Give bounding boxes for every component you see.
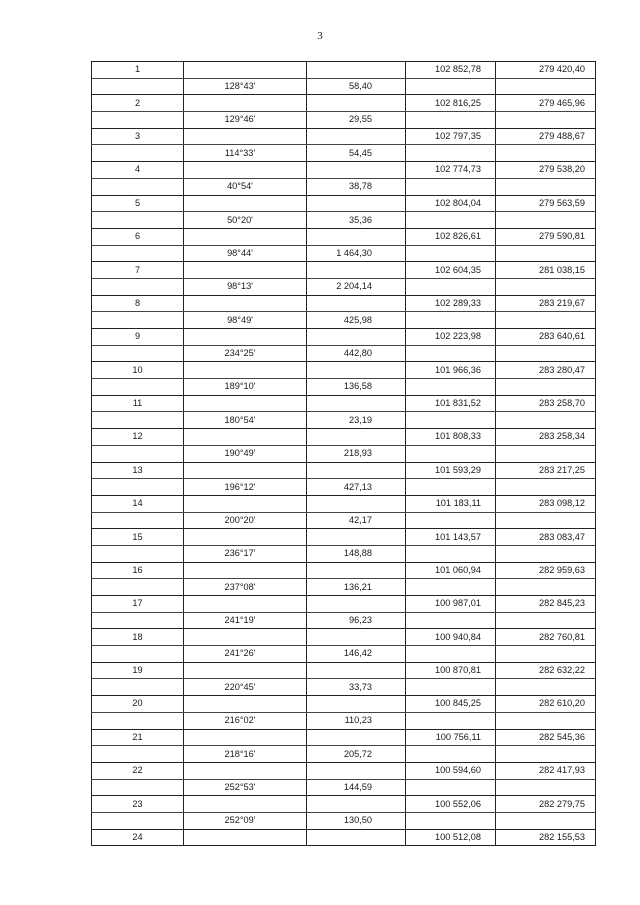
segment-length: 58,40: [307, 78, 406, 95]
empty-cell: [406, 245, 496, 262]
empty-cell: [496, 612, 596, 629]
coordinate-y: 282 632,22: [496, 662, 596, 679]
coordinate-x: 102 852,78: [406, 62, 496, 79]
empty-cell: [184, 829, 307, 846]
coordinate-y: 282 279,75: [496, 796, 596, 813]
empty-cell: [92, 579, 184, 596]
point-row: [92, 95, 596, 112]
segment-length: 54,45: [307, 145, 406, 162]
segment-length: 144,59: [307, 779, 406, 796]
coordinate-y: 279 590,81: [496, 228, 596, 245]
coordinate-y: 279 488,67: [496, 128, 596, 145]
empty-cell: [92, 679, 184, 696]
empty-cell: [406, 579, 496, 596]
coordinate-x: 100 940,84: [406, 629, 496, 646]
coordinate-y: 279 538,20: [496, 162, 596, 179]
segment-length: 130,50: [307, 812, 406, 829]
empty-cell: [307, 495, 406, 512]
segment-length: 148,88: [307, 545, 406, 562]
point-number: 21: [92, 729, 184, 746]
segment-row: [92, 646, 596, 663]
coordinate-x: 100 845,25: [406, 696, 496, 713]
coordinate-x: 102 816,25: [406, 95, 496, 112]
direction-angle: 98°13': [184, 278, 307, 295]
coordinate-x: 100 594,60: [406, 762, 496, 779]
empty-cell: [496, 479, 596, 496]
point-row: [92, 662, 596, 679]
point-row: [92, 429, 596, 446]
direction-angle: 237°08': [184, 579, 307, 596]
coordinate-x: 102 826,61: [406, 228, 496, 245]
page-number: 3: [317, 30, 323, 42]
empty-cell: [184, 495, 307, 512]
direction-angle: 241°19': [184, 612, 307, 629]
empty-cell: [92, 145, 184, 162]
point-row: [92, 395, 596, 412]
empty-cell: [92, 746, 184, 763]
coordinate-x: 100 870,81: [406, 662, 496, 679]
empty-cell: [406, 412, 496, 429]
point-row: [92, 128, 596, 145]
coordinate-y: 279 465,96: [496, 95, 596, 112]
empty-cell: [307, 62, 406, 79]
direction-angle: 234°25': [184, 345, 307, 362]
table-body: [92, 62, 596, 846]
direction-angle: 50°20': [184, 212, 307, 229]
empty-cell: [307, 662, 406, 679]
empty-cell: [406, 212, 496, 229]
empty-cell: [184, 596, 307, 613]
point-number: 14: [92, 495, 184, 512]
empty-cell: [307, 529, 406, 546]
empty-cell: [406, 78, 496, 95]
empty-cell: [307, 295, 406, 312]
empty-cell: [307, 762, 406, 779]
direction-angle: 129°46': [184, 112, 307, 129]
empty-cell: [184, 195, 307, 212]
direction-angle: 190°49': [184, 445, 307, 462]
coordinate-x: 101 143,57: [406, 529, 496, 546]
empty-cell: [92, 178, 184, 195]
coordinate-y: 282 610,20: [496, 696, 596, 713]
coordinate-x: 102 774,73: [406, 162, 496, 179]
empty-cell: [92, 779, 184, 796]
empty-cell: [406, 379, 496, 396]
empty-cell: [184, 696, 307, 713]
empty-cell: [184, 295, 307, 312]
empty-cell: [496, 345, 596, 362]
point-number: 15: [92, 529, 184, 546]
segment-row: [92, 612, 596, 629]
empty-cell: [184, 329, 307, 346]
empty-cell: [496, 145, 596, 162]
segment-row: [92, 812, 596, 829]
point-number: 3: [92, 128, 184, 145]
empty-cell: [406, 278, 496, 295]
coordinate-x: 100 756,11: [406, 729, 496, 746]
empty-cell: [92, 345, 184, 362]
empty-cell: [184, 362, 307, 379]
direction-angle: 180°54': [184, 412, 307, 429]
empty-cell: [307, 395, 406, 412]
empty-cell: [307, 95, 406, 112]
direction-angle: 114°33': [184, 145, 307, 162]
point-row: [92, 162, 596, 179]
point-row: [92, 295, 596, 312]
empty-cell: [92, 712, 184, 729]
empty-cell: [496, 512, 596, 529]
empty-cell: [496, 379, 596, 396]
empty-cell: [406, 679, 496, 696]
point-number: 16: [92, 562, 184, 579]
direction-angle: 236°17': [184, 545, 307, 562]
empty-cell: [496, 178, 596, 195]
coordinate-y: 282 760,81: [496, 629, 596, 646]
direction-angle: 196°12': [184, 479, 307, 496]
coordinate-y: 282 155,53: [496, 829, 596, 846]
coordinate-y: 282 545,36: [496, 729, 596, 746]
empty-cell: [184, 762, 307, 779]
point-row: [92, 562, 596, 579]
coordinate-y: 283 280,47: [496, 362, 596, 379]
empty-cell: [496, 78, 596, 95]
coordinate-y: 283 640,61: [496, 329, 596, 346]
segment-length: 218,93: [307, 445, 406, 462]
segment-length: 136,21: [307, 579, 406, 596]
empty-cell: [307, 629, 406, 646]
empty-cell: [92, 379, 184, 396]
empty-cell: [92, 445, 184, 462]
segment-row: [92, 445, 596, 462]
empty-cell: [184, 796, 307, 813]
empty-cell: [406, 312, 496, 329]
empty-cell: [307, 796, 406, 813]
empty-cell: [92, 545, 184, 562]
segment-row: [92, 379, 596, 396]
direction-angle: 216°02': [184, 712, 307, 729]
empty-cell: [92, 112, 184, 129]
empty-cell: [307, 329, 406, 346]
empty-cell: [406, 545, 496, 562]
boundary-coordinates-table: [91, 61, 596, 846]
point-row: [92, 762, 596, 779]
coordinate-y: 283 083,47: [496, 529, 596, 546]
direction-angle: 220°45': [184, 679, 307, 696]
point-number: 9: [92, 329, 184, 346]
empty-cell: [496, 646, 596, 663]
segment-length: 2 204,14: [307, 278, 406, 295]
empty-cell: [92, 646, 184, 663]
segment-row: [92, 78, 596, 95]
coordinate-x: 102 289,33: [406, 295, 496, 312]
empty-cell: [184, 529, 307, 546]
empty-cell: [92, 212, 184, 229]
empty-cell: [92, 612, 184, 629]
empty-cell: [92, 312, 184, 329]
coordinate-x: 102 604,35: [406, 262, 496, 279]
empty-cell: [184, 95, 307, 112]
empty-cell: [307, 128, 406, 145]
coordinate-x: 102 797,35: [406, 128, 496, 145]
empty-cell: [307, 162, 406, 179]
segment-length: 110,23: [307, 712, 406, 729]
segment-row: [92, 278, 596, 295]
empty-cell: [307, 696, 406, 713]
point-number: 12: [92, 429, 184, 446]
empty-cell: [92, 479, 184, 496]
empty-cell: [496, 779, 596, 796]
coordinate-x: 101 966,36: [406, 362, 496, 379]
coordinate-y: 283 219,67: [496, 295, 596, 312]
segment-row: [92, 312, 596, 329]
empty-cell: [496, 712, 596, 729]
segment-length: 29,55: [307, 112, 406, 129]
empty-cell: [92, 245, 184, 262]
point-number: 24: [92, 829, 184, 846]
segment-row: [92, 479, 596, 496]
point-number: 13: [92, 462, 184, 479]
empty-cell: [496, 445, 596, 462]
coordinate-x: 100 987,01: [406, 596, 496, 613]
segment-row: [92, 512, 596, 529]
segment-row: [92, 545, 596, 562]
empty-cell: [496, 746, 596, 763]
segment-length: 38,78: [307, 178, 406, 195]
empty-cell: [496, 212, 596, 229]
empty-cell: [307, 562, 406, 579]
point-number: 11: [92, 395, 184, 412]
empty-cell: [307, 195, 406, 212]
coordinate-y: 283 258,34: [496, 429, 596, 446]
point-number: 2: [92, 95, 184, 112]
point-number: 8: [92, 295, 184, 312]
point-number: 1: [92, 62, 184, 79]
empty-cell: [92, 78, 184, 95]
segment-row: [92, 178, 596, 195]
empty-cell: [184, 62, 307, 79]
point-row: [92, 195, 596, 212]
segment-row: [92, 579, 596, 596]
segment-length: 96,23: [307, 612, 406, 629]
empty-cell: [184, 395, 307, 412]
direction-angle: 40°54': [184, 178, 307, 195]
empty-cell: [406, 345, 496, 362]
empty-cell: [92, 512, 184, 529]
empty-cell: [92, 412, 184, 429]
point-number: 4: [92, 162, 184, 179]
segment-row: [92, 712, 596, 729]
coordinate-x: 101 060,94: [406, 562, 496, 579]
segment-row: [92, 679, 596, 696]
point-row: [92, 796, 596, 813]
empty-cell: [184, 562, 307, 579]
coordinate-x: 102 223,98: [406, 329, 496, 346]
point-number: 20: [92, 696, 184, 713]
coordinate-y: 283 258,70: [496, 395, 596, 412]
point-number: 6: [92, 228, 184, 245]
segment-length: 33,73: [307, 679, 406, 696]
empty-cell: [184, 228, 307, 245]
direction-angle: 189°10': [184, 379, 307, 396]
point-number: 19: [92, 662, 184, 679]
segment-length: 23,19: [307, 412, 406, 429]
point-row: [92, 495, 596, 512]
direction-angle: 98°49': [184, 312, 307, 329]
coordinate-x: 101 593,29: [406, 462, 496, 479]
empty-cell: [406, 479, 496, 496]
coordinate-y: 282 417,93: [496, 762, 596, 779]
empty-cell: [184, 462, 307, 479]
coordinate-y: 281 038,15: [496, 262, 596, 279]
direction-angle: 252°53': [184, 779, 307, 796]
point-row: [92, 462, 596, 479]
coordinate-x: 101 183,11: [406, 495, 496, 512]
coordinate-y: 283 217,25: [496, 462, 596, 479]
coordinate-y: 283 098,12: [496, 495, 596, 512]
segment-length: 146,42: [307, 646, 406, 663]
point-row: [92, 62, 596, 79]
empty-cell: [184, 262, 307, 279]
direction-angle: 241°26': [184, 646, 307, 663]
empty-cell: [184, 729, 307, 746]
empty-cell: [496, 412, 596, 429]
point-number: 18: [92, 629, 184, 646]
empty-cell: [496, 278, 596, 295]
empty-cell: [496, 545, 596, 562]
empty-cell: [496, 312, 596, 329]
segment-row: [92, 212, 596, 229]
empty-cell: [406, 512, 496, 529]
point-row: [92, 629, 596, 646]
coordinate-x: 101 831,52: [406, 395, 496, 412]
segment-length: 42,17: [307, 512, 406, 529]
empty-cell: [406, 646, 496, 663]
empty-cell: [307, 429, 406, 446]
segment-length: 136,58: [307, 379, 406, 396]
empty-cell: [184, 128, 307, 145]
empty-cell: [406, 712, 496, 729]
segment-length: 205,72: [307, 746, 406, 763]
point-number: 7: [92, 262, 184, 279]
empty-cell: [184, 429, 307, 446]
segment-length: 442,80: [307, 345, 406, 362]
empty-cell: [307, 462, 406, 479]
coordinate-x: 101 808,33: [406, 429, 496, 446]
point-row: [92, 596, 596, 613]
empty-cell: [496, 812, 596, 829]
empty-cell: [307, 228, 406, 245]
empty-cell: [184, 629, 307, 646]
coordinate-y: 282 845,23: [496, 596, 596, 613]
coordinate-y: 279 420,40: [496, 62, 596, 79]
empty-cell: [406, 112, 496, 129]
point-row: [92, 729, 596, 746]
empty-cell: [406, 779, 496, 796]
empty-cell: [307, 362, 406, 379]
segment-row: [92, 245, 596, 262]
empty-cell: [307, 262, 406, 279]
segment-row: [92, 112, 596, 129]
point-row: [92, 329, 596, 346]
empty-cell: [406, 612, 496, 629]
point-number: 22: [92, 762, 184, 779]
empty-cell: [496, 112, 596, 129]
coordinate-y: 282 959,63: [496, 562, 596, 579]
empty-cell: [406, 746, 496, 763]
segment-row: [92, 779, 596, 796]
point-row: [92, 829, 596, 846]
empty-cell: [307, 729, 406, 746]
point-row: [92, 228, 596, 245]
segment-row: [92, 746, 596, 763]
empty-cell: [406, 145, 496, 162]
coordinate-x: 100 512,08: [406, 829, 496, 846]
empty-cell: [496, 579, 596, 596]
empty-cell: [307, 596, 406, 613]
point-number: 5: [92, 195, 184, 212]
segment-length: 1 464,30: [307, 245, 406, 262]
segment-length: 35,36: [307, 212, 406, 229]
point-row: [92, 362, 596, 379]
empty-cell: [496, 679, 596, 696]
coordinate-y: 279 563,59: [496, 195, 596, 212]
segment-length: 425,98: [307, 312, 406, 329]
point-number: 10: [92, 362, 184, 379]
segment-row: [92, 145, 596, 162]
segment-row: [92, 345, 596, 362]
direction-angle: 98°44': [184, 245, 307, 262]
empty-cell: [307, 829, 406, 846]
point-row: [92, 696, 596, 713]
point-number: 23: [92, 796, 184, 813]
empty-cell: [92, 812, 184, 829]
direction-angle: 128°43': [184, 78, 307, 95]
segment-length: 427,13: [307, 479, 406, 496]
empty-cell: [406, 812, 496, 829]
empty-cell: [406, 445, 496, 462]
empty-cell: [92, 278, 184, 295]
empty-cell: [406, 178, 496, 195]
coordinate-x: 102 804,04: [406, 195, 496, 212]
point-row: [92, 529, 596, 546]
segment-row: [92, 412, 596, 429]
direction-angle: 218°16': [184, 746, 307, 763]
coordinate-x: 100 552,06: [406, 796, 496, 813]
direction-angle: 200°20': [184, 512, 307, 529]
direction-angle: 252°09': [184, 812, 307, 829]
empty-cell: [184, 162, 307, 179]
empty-cell: [496, 245, 596, 262]
point-number: 17: [92, 596, 184, 613]
empty-cell: [184, 662, 307, 679]
point-row: [92, 262, 596, 279]
